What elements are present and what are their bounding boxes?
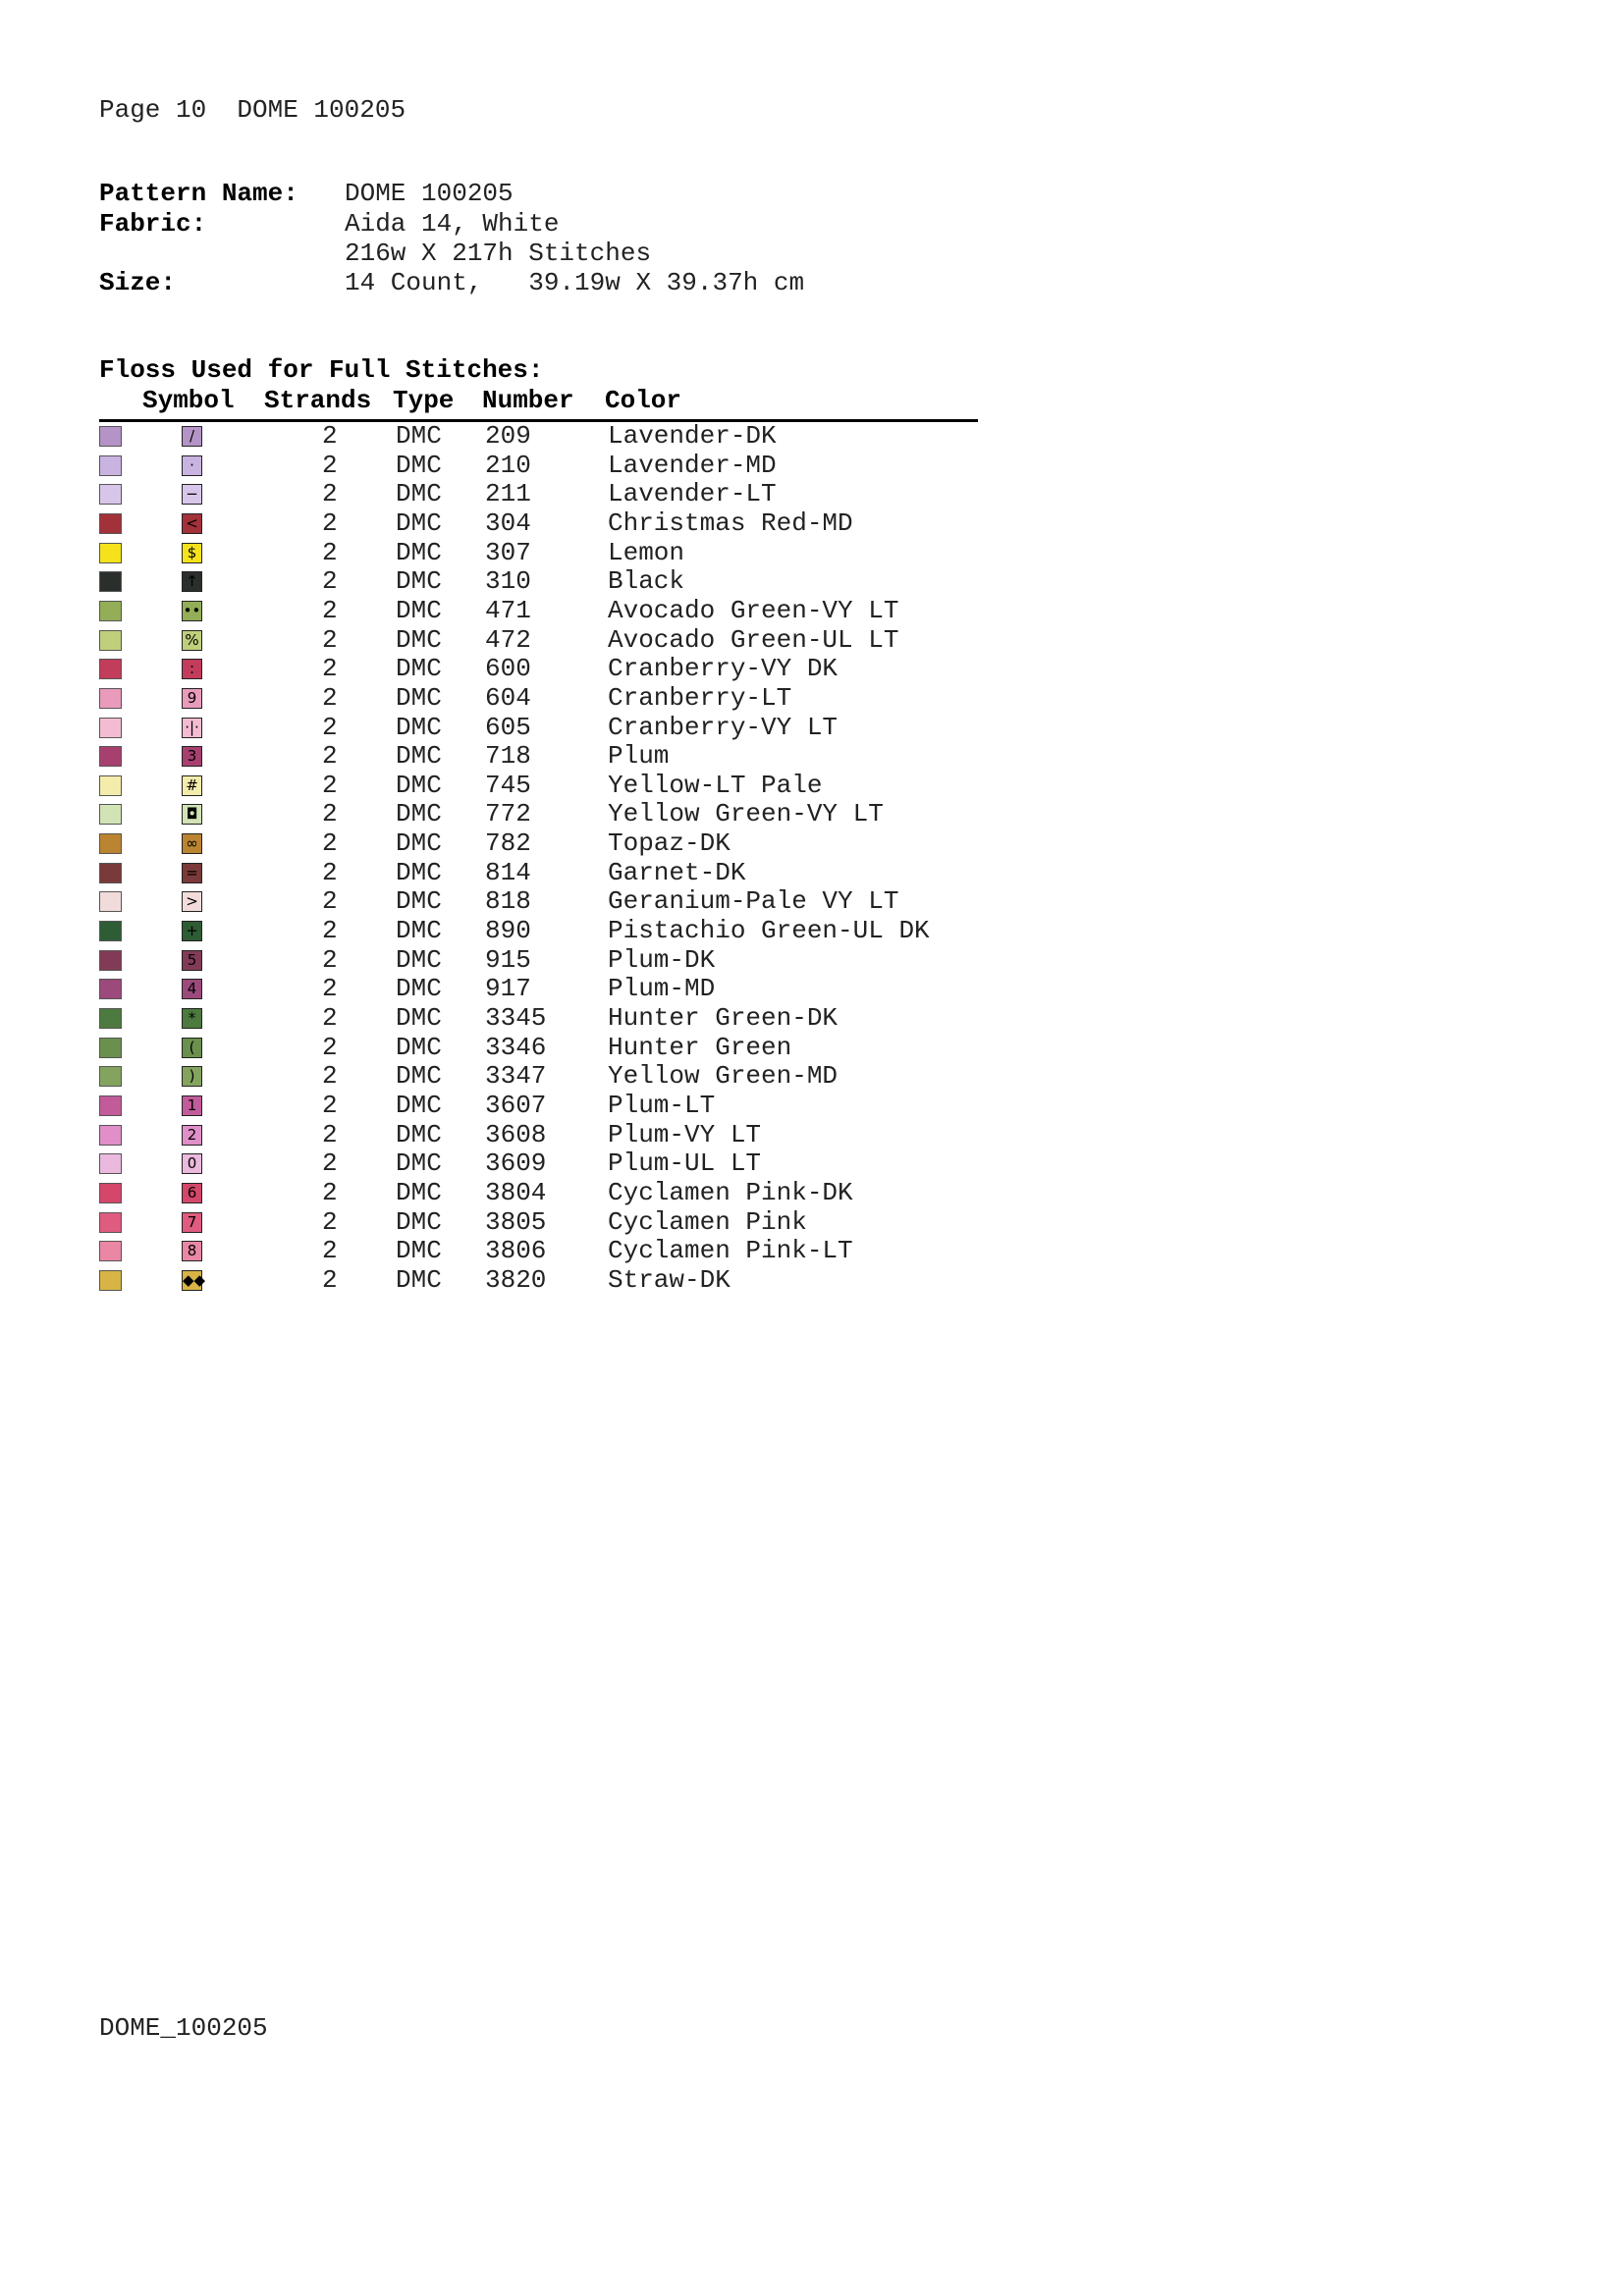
color-swatch [99, 659, 122, 679]
strands-cell: 2 [322, 1061, 338, 1092]
stitch-symbol: 9 [182, 688, 202, 709]
strands-cell: 2 [322, 421, 338, 451]
strands-cell: 2 [322, 916, 338, 946]
color-swatch [99, 1183, 122, 1203]
type-cell: DMC [396, 479, 442, 509]
floss-row [99, 507, 983, 536]
color-name-cell: Plum-VY LT [608, 1119, 762, 1149]
color-name-cell: Cyclamen Pink-DK [608, 1177, 853, 1207]
number-cell: 818 [485, 886, 531, 917]
strands-cell: 2 [322, 886, 338, 917]
type-cell: DMC [396, 857, 442, 887]
number-cell: 745 [485, 770, 531, 800]
column-type: Type [393, 386, 455, 415]
type-cell: DMC [396, 1206, 442, 1237]
color-swatch [99, 891, 122, 912]
column-number: Number [482, 386, 574, 415]
color-swatch [99, 921, 122, 941]
number-cell: 3607 [485, 1090, 547, 1120]
strands-cell: 2 [322, 1236, 338, 1266]
stitch-symbol: •• [183, 601, 201, 619]
strands-cell: 2 [322, 944, 338, 975]
type-cell: DMC [396, 1148, 442, 1179]
floss-row [99, 1059, 983, 1092]
type-cell: DMC [396, 712, 442, 742]
strands-cell: 2 [322, 857, 338, 887]
type-cell: DMC [396, 916, 442, 946]
number-cell: 772 [485, 799, 531, 829]
strands-cell: 2 [322, 1177, 338, 1207]
strands-cell: 2 [322, 450, 338, 480]
strands-cell: 2 [322, 507, 338, 538]
column-strands: Strands [264, 386, 372, 415]
color-swatch [99, 775, 122, 796]
color-name-cell: Black [608, 566, 685, 597]
number-cell: 600 [485, 654, 531, 684]
number-cell: 917 [485, 974, 531, 1004]
floss-row [99, 972, 983, 1004]
type-cell: DMC [396, 1236, 442, 1266]
strands-cell: 2 [322, 537, 338, 567]
stitch-symbol: 1 [182, 1095, 202, 1116]
fabric-label: Fabric: [99, 209, 207, 239]
stitch-symbol: 4 [182, 979, 202, 999]
color-name-cell: Cranberry-VY DK [608, 654, 839, 684]
type-cell: DMC [396, 770, 442, 800]
color-swatch [99, 833, 122, 854]
type-cell: DMC [396, 886, 442, 917]
stitch-symbol: + [182, 921, 202, 941]
stitch-symbol: − [182, 484, 202, 505]
strands-cell: 2 [322, 770, 338, 800]
stitch-symbol: = [182, 863, 202, 883]
type-cell: DMC [396, 1061, 442, 1092]
color-name-cell: Avocado Green-UL LT [608, 624, 899, 655]
strands-cell: 2 [322, 1003, 338, 1033]
strands-cell: 2 [322, 828, 338, 859]
stitch-symbol: % [182, 630, 202, 651]
floss-row [99, 856, 983, 885]
size-label: Size: [99, 268, 177, 297]
color-swatch [99, 718, 122, 738]
color-name-cell: Topaz-DK [608, 828, 731, 859]
color-swatch [99, 979, 122, 999]
stitch-symbol: · [182, 455, 202, 476]
color-swatch [99, 1066, 122, 1087]
floss-row [99, 1263, 983, 1293]
color-swatch [99, 571, 122, 592]
stitch-symbol: ◆◆ [183, 1270, 206, 1289]
strands-cell: 2 [322, 712, 338, 742]
number-cell: 3806 [485, 1236, 547, 1266]
strands-cell: 2 [322, 1264, 338, 1295]
number-cell: 304 [485, 507, 531, 538]
color-name-cell: Geranium-Pale VY LT [608, 886, 899, 917]
stitch-symbol: ( [182, 1038, 202, 1058]
color-swatch [99, 1212, 122, 1233]
color-name-cell: Cranberry-VY LT [608, 712, 839, 742]
color-swatch [99, 455, 122, 476]
type-cell: DMC [396, 828, 442, 859]
floss-row [99, 1031, 983, 1060]
number-cell: 3804 [485, 1177, 547, 1207]
floss-heading: Floss Used for Full Stitches: [99, 355, 544, 385]
type-cell: DMC [396, 624, 442, 655]
strands-cell: 2 [322, 741, 338, 772]
color-swatch [99, 513, 122, 534]
floss-row [99, 1205, 983, 1235]
color-name-cell: Cyclamen Pink [608, 1206, 807, 1237]
floss-row [99, 536, 983, 565]
number-cell: 471 [485, 595, 531, 625]
color-swatch [99, 688, 122, 709]
page-footer: DOME_100205 [99, 2013, 268, 2043]
strands-cell: 2 [322, 1148, 338, 1179]
floss-row [99, 914, 983, 946]
stitch-symbol: 6 [182, 1183, 202, 1203]
strands-cell: 2 [322, 595, 338, 625]
type-cell: DMC [396, 799, 442, 829]
number-cell: 210 [485, 450, 531, 480]
color-name-cell: Christmas Red-MD [608, 507, 853, 538]
number-cell: 3608 [485, 1119, 547, 1149]
column-color: Color [605, 386, 682, 415]
number-cell: 3347 [485, 1061, 547, 1092]
strands-cell: 2 [322, 566, 338, 597]
number-cell: 211 [485, 479, 531, 509]
number-cell: 605 [485, 712, 531, 742]
stitch-symbol: 8 [182, 1241, 202, 1261]
stitch-symbol: * [182, 1008, 202, 1029]
color-swatch [99, 1038, 122, 1058]
color-name-cell: Plum-LT [608, 1090, 716, 1120]
color-name-cell: Yellow Green-VY LT [608, 799, 884, 829]
pattern-name-value: DOME 100205 [345, 179, 514, 208]
stitch-symbol: > [182, 891, 202, 912]
color-name-cell: Pistachio Green-UL DK [608, 916, 930, 946]
floss-row [99, 623, 983, 653]
color-swatch [99, 863, 122, 883]
floss-row [99, 827, 983, 859]
color-name-cell: Plum-UL LT [608, 1148, 762, 1179]
floss-row [99, 477, 983, 507]
floss-row [99, 884, 983, 917]
color-swatch [99, 543, 122, 563]
floss-row [99, 652, 983, 684]
page-header: Page 10 DOME 100205 [99, 95, 406, 125]
stitch-symbol: # [182, 775, 202, 796]
stitch-symbol: 0 [182, 1153, 202, 1174]
stitch-symbol: 3 [182, 746, 202, 767]
type-cell: DMC [396, 1264, 442, 1295]
stitch-symbol: 7 [182, 1212, 202, 1233]
stitch-symbol: : [182, 659, 202, 679]
stitches-value: 216w X 217h Stitches [345, 239, 652, 268]
number-cell: 3805 [485, 1206, 547, 1237]
strands-cell: 2 [322, 624, 338, 655]
floss-row [99, 711, 983, 740]
color-name-cell: Plum [608, 741, 670, 772]
strands-cell: 2 [322, 1206, 338, 1237]
color-name-cell: Plum-DK [608, 944, 716, 975]
stitch-symbol: ◘ [182, 804, 202, 825]
color-name-cell: Lavender-LT [608, 479, 777, 509]
stitch-symbol: 2 [182, 1125, 202, 1146]
type-cell: DMC [396, 537, 442, 567]
color-swatch [99, 1095, 122, 1116]
stitch-symbol: ↑ [182, 571, 202, 592]
color-name-cell: Lavender-MD [608, 450, 777, 480]
color-name-cell: Cyclamen Pink-LT [608, 1236, 853, 1266]
color-swatch [99, 950, 122, 971]
fabric-value: Aida 14, White [345, 209, 560, 239]
number-cell: 782 [485, 828, 531, 859]
floss-row [99, 739, 983, 772]
floss-table-header [99, 386, 978, 422]
color-name-cell: Lavender-DK [608, 421, 777, 451]
number-cell: 209 [485, 421, 531, 451]
color-swatch [99, 1270, 122, 1291]
strands-cell: 2 [322, 974, 338, 1004]
number-cell: 472 [485, 624, 531, 655]
floss-row [99, 419, 983, 449]
color-swatch [99, 804, 122, 825]
color-swatch [99, 630, 122, 651]
type-cell: DMC [396, 1003, 442, 1033]
floss-row [99, 943, 983, 973]
floss-row [99, 1176, 983, 1205]
pattern-name-label: Pattern Name: [99, 179, 298, 208]
color-swatch [99, 746, 122, 767]
strands-cell: 2 [322, 654, 338, 684]
stitch-symbol: 5 [182, 950, 202, 971]
type-cell: DMC [396, 595, 442, 625]
color-swatch [99, 484, 122, 505]
floss-row [99, 681, 983, 711]
column-symbol: Symbol [142, 386, 235, 415]
number-cell: 604 [485, 682, 531, 713]
color-swatch [99, 1125, 122, 1146]
strands-cell: 2 [322, 799, 338, 829]
type-cell: DMC [396, 1090, 442, 1120]
number-cell: 307 [485, 537, 531, 567]
type-cell: DMC [396, 682, 442, 713]
type-cell: DMC [396, 421, 442, 451]
type-cell: DMC [396, 1119, 442, 1149]
floss-row [99, 769, 983, 798]
type-cell: DMC [396, 944, 442, 975]
color-name-cell: Hunter Green-DK [608, 1003, 839, 1033]
floss-row [99, 797, 983, 827]
color-name-cell: Straw-DK [608, 1264, 731, 1295]
strands-cell: 2 [322, 1090, 338, 1120]
color-name-cell: Cranberry-LT [608, 682, 792, 713]
color-name-cell: Garnet-DK [608, 857, 746, 887]
color-swatch [99, 1008, 122, 1029]
strands-cell: 2 [322, 1119, 338, 1149]
type-cell: DMC [396, 450, 442, 480]
floss-row [99, 1234, 983, 1266]
floss-row [99, 594, 983, 623]
floss-row [99, 1089, 983, 1118]
color-swatch [99, 601, 122, 621]
number-cell: 915 [485, 944, 531, 975]
type-cell: DMC [396, 1177, 442, 1207]
color-name-cell: Avocado Green-VY LT [608, 595, 899, 625]
floss-row [99, 1147, 983, 1179]
color-swatch [99, 426, 122, 447]
floss-row [99, 564, 983, 597]
strands-cell: 2 [322, 682, 338, 713]
color-name-cell: Hunter Green [608, 1032, 792, 1062]
floss-row [99, 1118, 983, 1148]
size-value: 14 Count, 39.19w X 39.37h cm [345, 268, 805, 297]
stitch-symbol: ·|· [182, 718, 202, 738]
color-name-cell: Yellow Green-MD [608, 1061, 839, 1092]
type-cell: DMC [396, 741, 442, 772]
number-cell: 718 [485, 741, 531, 772]
type-cell: DMC [396, 974, 442, 1004]
color-name-cell: Yellow-LT Pale [608, 770, 823, 800]
type-cell: DMC [396, 654, 442, 684]
color-swatch [99, 1241, 122, 1261]
stitch-symbol: ) [182, 1066, 202, 1087]
stitch-symbol: / [182, 426, 202, 447]
floss-row [99, 1001, 983, 1031]
stitch-symbol: < [182, 513, 202, 534]
stitch-symbol: ∞ [182, 833, 202, 854]
color-name-cell: Lemon [608, 537, 685, 567]
strands-cell: 2 [322, 1032, 338, 1062]
color-name-cell: Plum-MD [608, 974, 716, 1004]
color-swatch [99, 1153, 122, 1174]
number-cell: 3345 [485, 1003, 547, 1033]
number-cell: 890 [485, 916, 531, 946]
number-cell: 3346 [485, 1032, 547, 1062]
stitch-symbol: $ [182, 543, 202, 563]
type-cell: DMC [396, 507, 442, 538]
floss-row [99, 449, 983, 478]
strands-cell: 2 [322, 479, 338, 509]
type-cell: DMC [396, 566, 442, 597]
number-cell: 814 [485, 857, 531, 887]
number-cell: 3820 [485, 1264, 547, 1295]
number-cell: 310 [485, 566, 531, 597]
type-cell: DMC [396, 1032, 442, 1062]
number-cell: 3609 [485, 1148, 547, 1179]
